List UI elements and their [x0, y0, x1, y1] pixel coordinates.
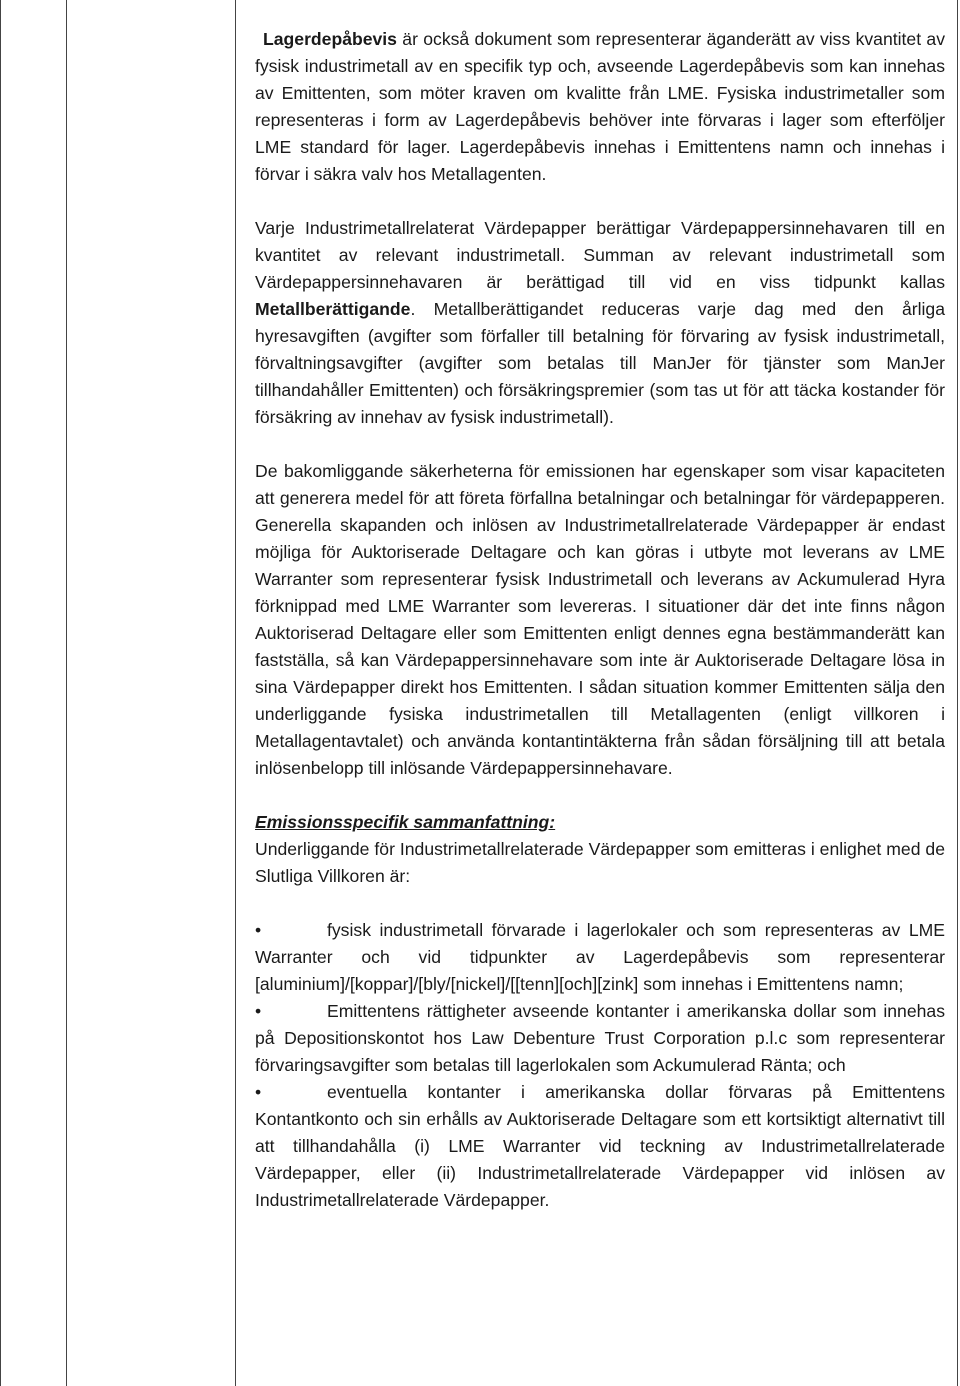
- paragraph-underliggande: Underliggande för Industrimetallrelaterade Värdepapper som emitteras i enlighet med de Slutliga Villkoren är:: [255, 839, 945, 886]
- bullet-icon: •: [255, 1001, 262, 1021]
- table-column-divider: [235, 0, 236, 1386]
- bullet-icon: •: [255, 920, 262, 940]
- paragraph-metallberattigande: Varje Industrimetallrelaterat Värdepapper berättigar Värdepappersinnehavaren till en kvantitet av relevant industrimetall. Summan av relevant industrimetall som Värdepappersinnehavaren är berättigad till vid en viss tidpunkt kallas Metallberättigande. Metallberättigandet reduceras varje dag med den årliga hyresavgiften (avgifter som förfaller till betalning för förvaring av fysisk industrimetall, förvaltningsavgifter (avgifter som betalas till ManJer för tjänster som ManJer tillhandahåller Emittenten) och försäkringspremier (som tas ut för att täcka kostander för försäkring av innehav av fysisk industrimetall).: [255, 218, 945, 427]
- paragraph-sakerheter: De bakomliggande säkerheterna för emissionen har egenskaper som visar kapaciteten att generera medel för att företa förfallna betalningar och betalningar för värdepapperen. Generella skapanden och inlösen av Industrimetallrelaterade Värdepapper är endast möjliga för Auktoriserade Deltagare och kan göras i utbyte mot leverans av LME Warranter som representerar fysisk Industrimetall och leverans av Ackumulerad Hyra förknippad med LME Warranter som levereras. I situationer där det inte finns någon Auktoriserad Deltagare eller som Emittenten enligt dennes egna bestämmanderätt kan fastställa, så kan Värdepappersinnehavare som inte är Auktoriserade Deltagare lösa in sina Värdepapper direkt hos Emittenten. I sådan situation kommer Emittenten sälja den underliggande fysiska industrimetallen till Metallagenten (enligt villkoren i Metallagentavtalet) och använda kontantintäkterna från sådan försäljning till att betala inlösenbelopp till inlösande Värdepappersinnehavare.: [255, 461, 945, 778]
- section-heading: Emissionsspecifik sammanfattning:: [255, 812, 556, 832]
- list-item: • Emittentens rättigheter avseende kontanter i amerikanska dollar som innehas på Depositionskontot hos Law Debenture Trust Corporation p.l.c som representerar förvaringsavgifter som betalas till lagerlokalen som Ackumulerad Ränta; och: [255, 998, 945, 1079]
- table-column-divider: [66, 0, 67, 1386]
- paragraph-lagerdepabevis: Lagerdepåbevis är också dokument som representerar äganderätt av viss kvantitet av fysisk industrimetall av en specifik typ och, avseende Lagerdepåbevis som kan innehas av Emittenten, som möter kraven om kvalitte från LME. Fysiska industrimetaller som representeras i form av Lagerdepåbevis behöver inte förvaras i lager som efterföljer LME standard för lager. Lagerdepåbevis innehas i Emittentens namn och innehas i förvar i säkra valv hos Metallagenten.: [255, 29, 945, 184]
- document-body: [255, 26, 945, 1214]
- defined-term: Metallberättigande: [255, 299, 411, 319]
- list-item: • fysisk industrimetall förvarade i lagerlokaler och som representeras av LME Warranter och vid tidpunkter av Lagerdepåbevis som representerar [aluminium]/[koppar]/[bly/[nickel]/[[tenn][och][zink] som innehas i Emittentens namn;: [255, 917, 945, 998]
- defined-term: Lagerdepåbevis: [263, 29, 397, 49]
- list-item: • eventuella kontanter i amerikanska dollar förvaras på Emittentens Kontantkonto och sin erhålls av Auktoriserade Deltagare som ett kortsiktigt alternativt till att tillhandahålla (i) LME Warranter vid teckning av Industrimetallrelaterade Värdepapper, eller (ii) Industrimetallrelaterade Värdepapper vid inlösen av Industrimetallrelaterade Värdepapper.: [255, 1079, 945, 1214]
- bullet-icon: •: [255, 1082, 262, 1102]
